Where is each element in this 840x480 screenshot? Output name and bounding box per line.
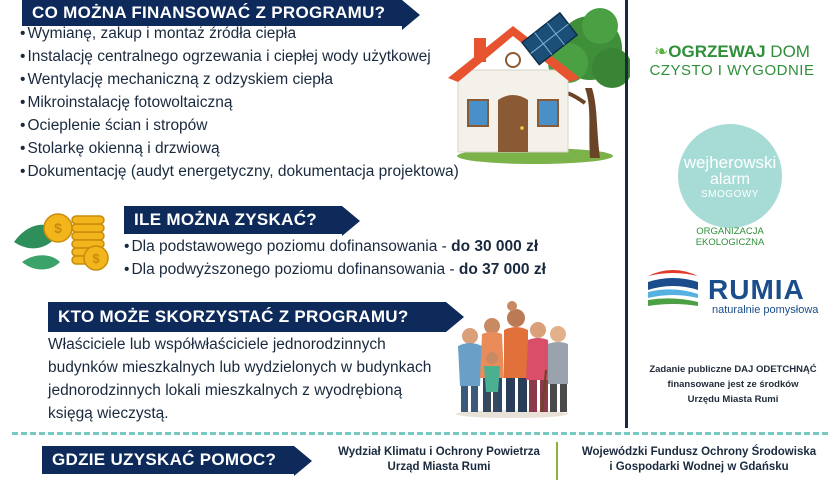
list-item: • Dokumentację (audyt energetyczny, dokumentacja projektowa) <box>20 160 459 183</box>
leaf-icon: ❧ <box>654 42 669 61</box>
list-item: • Stolarkę okienną i drzwiową <box>20 137 459 160</box>
alarm-smogowy-logo: wejherowski alarm SMOGOWY <box>678 124 782 228</box>
rumia-tagline: naturalnie pomysłowa <box>712 304 819 316</box>
amounts-list <box>124 235 546 281</box>
heading-what-financed: CO MOŻNA FINANSOWAĆ Z PROGRAMU? <box>22 0 402 26</box>
list-item: • Ocieplenie ścian i stropów <box>20 114 459 137</box>
list-item: • Mikroinstalację fotowoltaiczną <box>20 91 459 114</box>
list-item: • Dla podwyższonego poziomu dofinansowania - do 37 000 zł <box>124 258 546 281</box>
house-illustration <box>440 8 630 168</box>
svg-text:$: $ <box>92 251 100 266</box>
heading-who-can-use: KTO MOŻE SKORZYSTAĆ Z PROGRAMU? <box>48 302 446 332</box>
list-item: • Wymianę, zakup i montaż źródła ciepła <box>20 22 459 45</box>
financed-items-list <box>20 22 459 183</box>
ogrzewaj-logo: ❧OGRZEWAJ DOM CZYSTO I WYGODNIE <box>649 42 815 79</box>
section-divider <box>12 432 828 435</box>
family-illustration <box>452 300 572 418</box>
svg-text:$: $ <box>54 220 62 236</box>
heading-how-much: ILE MOŻNA ZYSKAĆ? <box>124 206 342 234</box>
office-wfos: Wojewódzki Fundusz Ochrony Środowiska i Gospodarki Wodnej w Gdańsku <box>581 446 817 473</box>
funding-note: Zadanie publiczne DAJ ODETCHNĄĆ finansowane jest ze środków Urzędu Miasta Rumi <box>649 364 817 405</box>
coins-icon <box>10 202 120 274</box>
list-item: • Dla podstawowego poziomu dofinansowania - do 30 000 zł <box>124 235 546 258</box>
eco-organization-label: ORGANIZACJA EKOLOGICZNA <box>695 226 765 248</box>
heading-where-help: GDZIE UZYSKAĆ POMOC? <box>42 446 294 474</box>
list-item: • Wentylację mechaniczną z odzyskiem ciepła <box>20 68 459 91</box>
rumia-emblem-icon <box>646 268 700 308</box>
eligibility-text: Właściciele lub współwłaściciele jednorodzinnych budynków mieszkalnych lub wydzielonych w budynkach jednorodzinnych lokali mieszkalnych z wyodrębioną księgą wieczystą. <box>48 336 432 422</box>
rumia-name: RUMIA <box>708 274 805 305</box>
list-item: • Instalację centralnego ogrzewania i ciepłej wody użytkowej <box>20 45 459 68</box>
office-umr: Wydział Klimatu i Ochrony Powietrza Urząd Miasta Rumi <box>338 446 540 473</box>
sidebar-divider <box>625 0 628 428</box>
bottom-divider <box>556 442 558 480</box>
